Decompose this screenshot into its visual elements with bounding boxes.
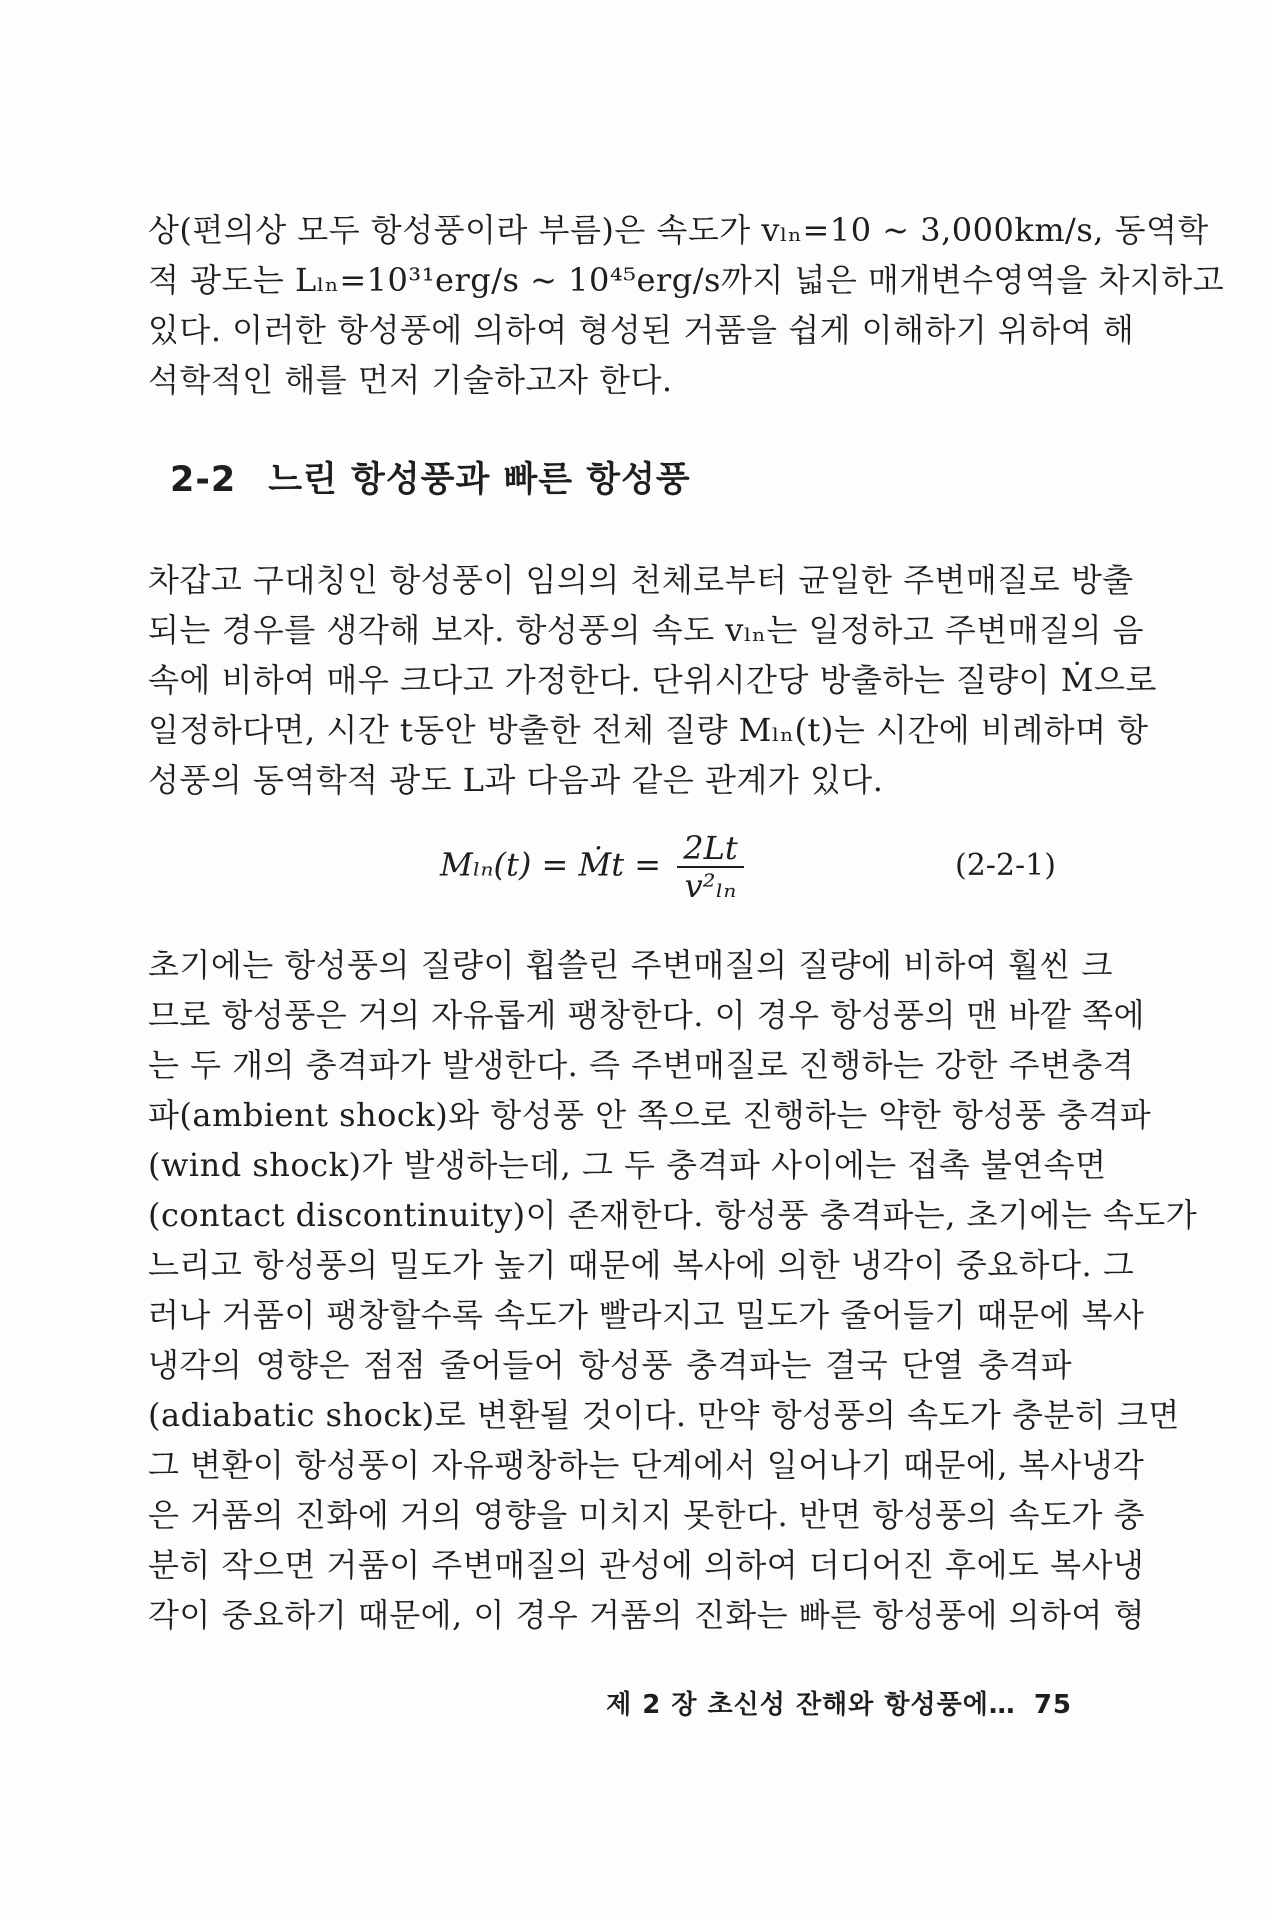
equation: [440, 830, 744, 904]
equation-denominator: v²ₗₙ: [684, 867, 737, 905]
text-line: (adiabatic shock)로 변환될 것이다. 만약 항성풍의 속도가 충분히 크면: [148, 1396, 1180, 1434]
equation-lhs: Mₗₙ(t) = Ṁt =: [440, 845, 662, 884]
text-line: 느리고 항성풍의 밀도가 높기 때문에 복사에 의한 냉각이 중요하다. 그: [148, 1246, 1135, 1284]
text-line: 초기에는 항성풍의 질량이 휩쓸린 주변매질의 질량에 비하여 훨씬 크: [148, 946, 1113, 984]
text-line: (contact discontinuity)이 존재한다. 항성풍 충격파는, 초기에는 속도가: [148, 1196, 1198, 1234]
text-line: 은 거품의 진화에 거의 영향을 미치지 못한다. 반면 항성풍의 속도가 충: [148, 1496, 1145, 1534]
section-paragraph: [148, 555, 1157, 805]
text-line: 는 두 개의 충격파가 발생한다. 즉 주변매질로 진행하는 강한 주변충격: [148, 1046, 1135, 1084]
equation-fraction: [677, 830, 743, 904]
text-line: 분히 작으면 거품이 주변매질의 관성에 의하여 더디어진 후에도 복사냉: [148, 1546, 1145, 1584]
equation-number: (2-2-1): [955, 848, 1056, 883]
body-paragraph: [148, 940, 1198, 1640]
text-line: 일정하다면, 시간 t동안 방출한 전체 질량 Mₗₙ(t)는 시간에 비례하며 항: [148, 711, 1149, 749]
text-line: 적 광도는 Lₗₙ=10³¹erg/s ~ 10⁴⁵erg/s까지 넓은 매개변수영역을 차지하고: [148, 261, 1225, 299]
running-footer: [600, 1685, 1072, 1725]
text-line: 있다. 이러한 항성풍에 의하여 형성된 거품을 쉽게 이해하기 위하여 해: [148, 311, 1135, 349]
text-line: 차갑고 구대칭인 항성풍이 임의의 천체로부터 균일한 주변매질로 방출: [148, 561, 1134, 599]
text-line: 러나 거품이 팽창할수록 속도가 빨라지고 밀도가 줄어들기 때문에 복사: [148, 1296, 1145, 1334]
section-heading: [170, 455, 691, 505]
text-line: 각이 중요하기 때문에, 이 경우 거품의 진화는 빠른 항성풍에 의하여 형: [148, 1596, 1145, 1634]
text-line: 상(편의상 모두 항성풍이라 부름)은 속도가 vₗₙ=10 ~ 3,000km/s, 동역학: [148, 211, 1209, 249]
chapter-title: 제 2 장 초신성 잔해와 항성풍에…: [606, 1690, 1016, 1720]
text-line: 그 변환이 항성풍이 자유팽창하는 단계에서 일어나기 때문에, 복사냉각: [148, 1446, 1145, 1484]
section-number: 2-2: [170, 460, 237, 500]
intro-paragraph: [148, 205, 1225, 405]
text-line: 성풍의 동역학적 광도 L과 다음과 같은 관계가 있다.: [148, 761, 884, 799]
text-line: 속에 비하여 매우 크다고 가정한다. 단위시간당 방출하는 질량이 Ṁ으로: [148, 661, 1157, 699]
equation-numerator: 2Lt: [677, 830, 743, 868]
text-line: 파(ambient shock)와 항성풍 안 쪽으로 진행하는 약한 항성풍 충격파: [148, 1096, 1152, 1134]
page-number: 75: [1033, 1690, 1072, 1720]
section-title: 느린 항성풍과 빠른 항성풍: [268, 460, 691, 500]
text-line: (wind shock)가 발생하는데, 그 두 충격파 사이에는 접촉 불연속면: [148, 1146, 1107, 1184]
text-line: 석학적인 해를 먼저 기술하고자 한다.: [148, 361, 673, 399]
text-line: 므로 항성풍은 거의 자유롭게 팽창한다. 이 경우 항성풍의 맨 바깥 쪽에: [148, 996, 1145, 1034]
text-line: 되는 경우를 생각해 보자. 항성풍의 속도 vₗₙ는 일정하고 주변매질의 음: [148, 611, 1145, 649]
text-line: 냉각의 영향은 점점 줄어들어 항성풍 충격파는 결국 단열 충격파: [148, 1346, 1072, 1384]
